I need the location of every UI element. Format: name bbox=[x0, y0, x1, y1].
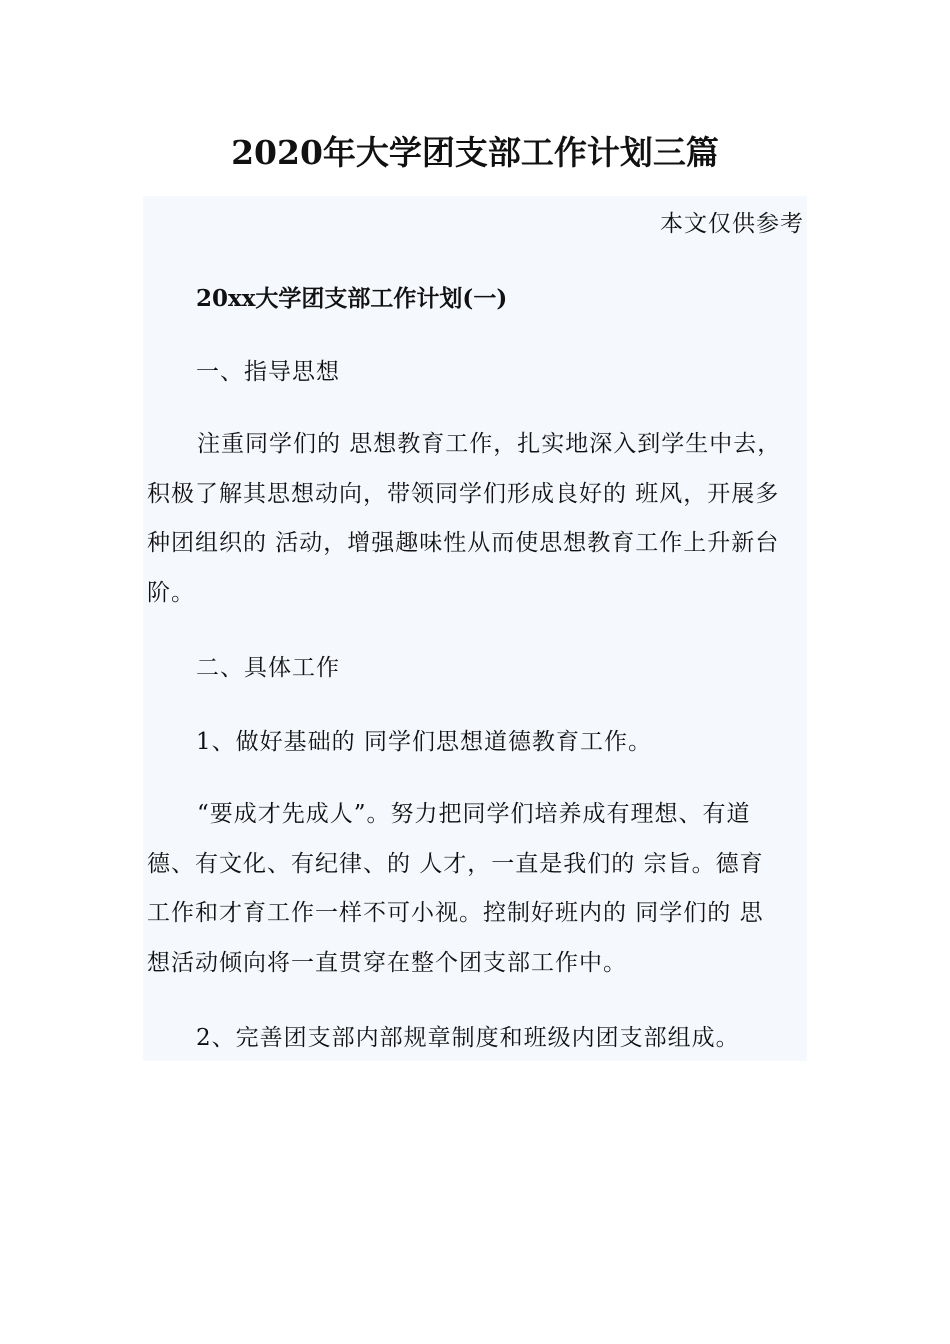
plan-heading: 20xx大学团支部工作计划(一) bbox=[196, 285, 508, 312]
reference-note: 本文仅供参考 bbox=[660, 211, 804, 237]
work-item-1-body: “要成才先成人”。努力把同学们培养成有理想、有道德、有文化、有纪律、的 人才，一直是我们的 宗旨。德育工作和才育工作一样不可小视。控制好班内的 同学们的 思想活动倾向将一直贯穿在整个团支部工作中。 bbox=[147, 801, 764, 976]
work-item-2: 2、完善团支部内部规章制度和班级内团支部组成。 bbox=[196, 1025, 740, 1051]
section-1-heading: 一、指导思想 bbox=[196, 359, 340, 385]
section-2-heading: 二、具体工作 bbox=[196, 655, 340, 681]
document-title: 2020年大学团支部工作计划三篇 bbox=[231, 133, 719, 172]
work-item-1: 1、做好基础的 同学们思想道德教育工作。 bbox=[196, 729, 652, 755]
section-1-body: 注重同学们的 思想教育工作，扎实地深入到学生中去，积极了解其思想动向，带领同学们形成良好的 班风，开展多种团组织的 活动，增强趣味性从而使思想教育工作上升新台阶。 bbox=[147, 431, 782, 606]
